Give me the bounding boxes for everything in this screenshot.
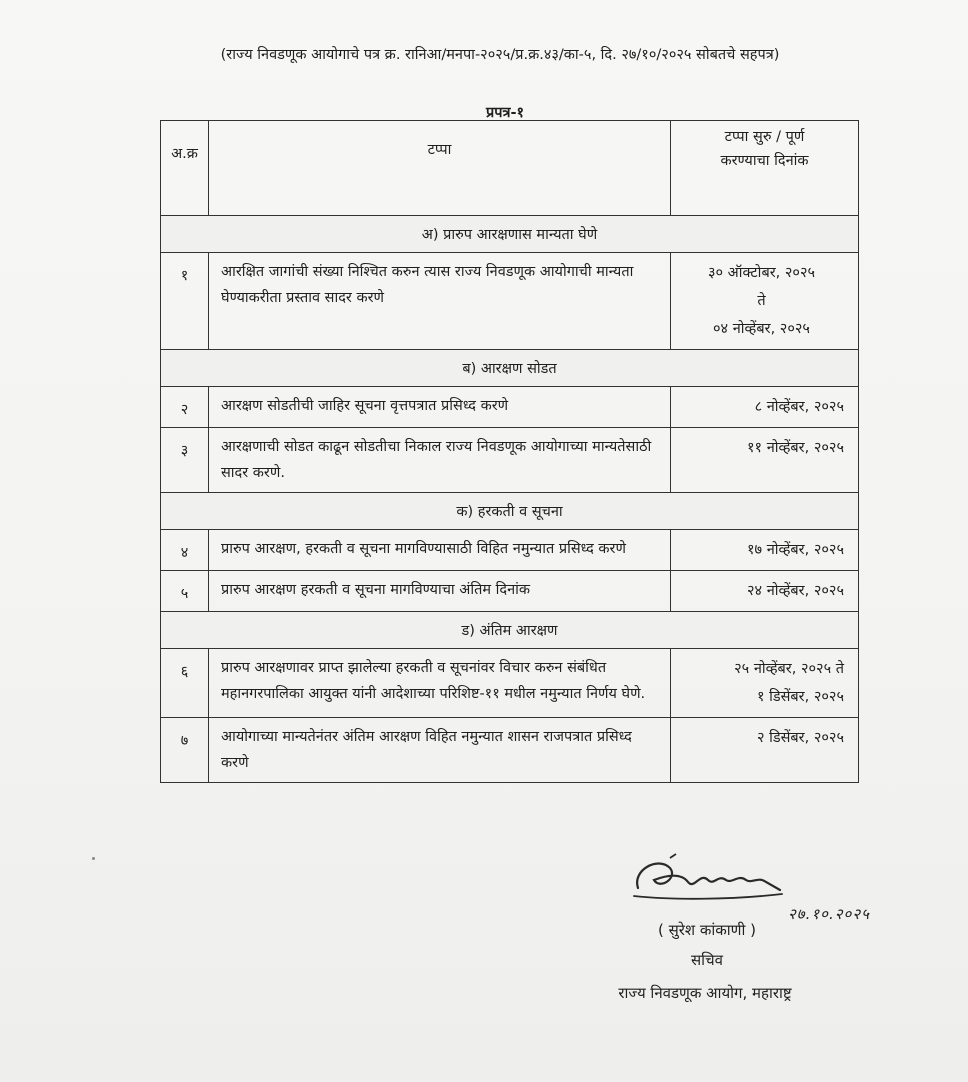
officer-name: ( सुरेश कांकाणी ) [657,921,757,939]
section-row [161,612,859,649]
column-header-date [671,121,859,216]
row-task: प्रारुप आरक्षणावर प्राप्त झालेल्या हरकती व सूचनांवर विचार करुन संबंधित महानगरपालिका आयुक्त यांनी आदेशाच्या परिशिष्ट-११ मधील नमुन्यात निर्णय घेणे. [209,649,671,718]
row-task: आरक्षित जागांची संख्या निश्चित करुन त्यास राज्य निवडणूक आयोगाची मान्यता घेण्याकरीता प्रस्ताव सादर करणे [209,253,671,350]
date-line: ते [757,293,766,309]
date-line: १७ नोव्हेंबर, २०२५ [747,542,844,558]
section-heading-d: ड) अंतिम आरक्षण [161,612,859,649]
row-sr: ४ [161,530,209,571]
section-row [161,350,859,387]
row-sr: ७ [161,718,209,783]
row-date [671,387,859,428]
section-heading-a: अ) प्रारुप आरक्षणास मान्यता घेणे [161,216,859,253]
section-row [161,493,859,530]
signature-date: २७.१०.२०२५ [788,905,870,923]
row-task: आरक्षण सोडतीची जाहिर सूचना वृत्तपत्रात प्रसिध्द करणे [209,387,671,428]
row-sr: ५ [161,571,209,612]
date-line: २ डिसेंबर, २०२५ [756,730,844,746]
column-header-sr: अ.क्र [161,121,209,216]
row-date [671,571,859,612]
row-date [671,428,859,493]
table-row [161,718,859,783]
date-line: ०४ नोव्हेंबर, २०२५ [713,321,810,337]
handwritten-signature [630,850,790,910]
schedule-table [160,120,859,783]
table-row [161,571,859,612]
row-sr: ३ [161,428,209,493]
row-task: आयोगाच्या मान्यतेनंतर अंतिम आरक्षण विहित नमुन्यात शासन राजपत्रात प्रसिध्द करणे [209,718,671,783]
table-row [161,253,859,350]
table-row [161,530,859,571]
row-task: प्रारुप आरक्षण, हरकती व सूचना मागविण्यासाठी विहित नमुन्यात प्रसिध्द करणे [209,530,671,571]
row-sr: २ [161,387,209,428]
section-heading-b: ब) आरक्षण सोडत [161,350,859,387]
date-line: २४ नोव्हेंबर, २०२५ [747,583,844,599]
form-title: प्रपत्र-१ [485,105,525,121]
organisation-name: राज्य निवडणूक आयोग, महाराष्ट्र [618,984,792,1002]
paper-speck [92,857,95,860]
date-line: १ डिसेंबर, २०२५ [756,689,844,705]
column-header-date-line1: टप्पा सुरु / पूर्ण [724,129,805,145]
table-row [161,428,859,493]
date-line: ११ नोव्हेंबर, २०२५ [747,440,844,456]
row-date [671,530,859,571]
table-row [161,649,859,718]
column-header-stage: टप्पा [209,121,671,216]
table-header-row [161,121,859,216]
officer-designation: सचिव [691,951,723,969]
signature-block [560,850,920,1030]
row-date [671,649,859,718]
row-sr: ६ [161,649,209,718]
date-line: २५ नोव्हेंबर, २०२५ ते [734,661,844,677]
row-date [671,253,859,350]
date-line: ३० ऑक्टोबर, २०२५ [707,265,816,281]
row-task: प्रारुप आरक्षण हरकती व सूचना मागविण्याचा अंतिम दिनांक [209,571,671,612]
date-line: ८ नोव्हेंबर, २०२५ [754,399,844,415]
row-task: आरक्षणाची सोडत काढून सोडतीचा निकाल राज्य निवडणूक आयोगाच्या मान्यतेसाठी सादर करणे. [209,428,671,493]
row-date [671,718,859,783]
header-note: (राज्य निवडणूक आयोगाचे पत्र क्र. रानिआ/मनपा-२०२५/प्र.क्र.४३/का-५, दि. २७/१०/२०२५ सोबतचे सहपत्र) [220,47,780,63]
table-row [161,387,859,428]
row-sr: १ [161,253,209,350]
section-row [161,216,859,253]
column-header-date-line2: करण्याचा दिनांक [720,153,809,169]
section-heading-c: क) हरकती व सूचना [161,493,859,530]
